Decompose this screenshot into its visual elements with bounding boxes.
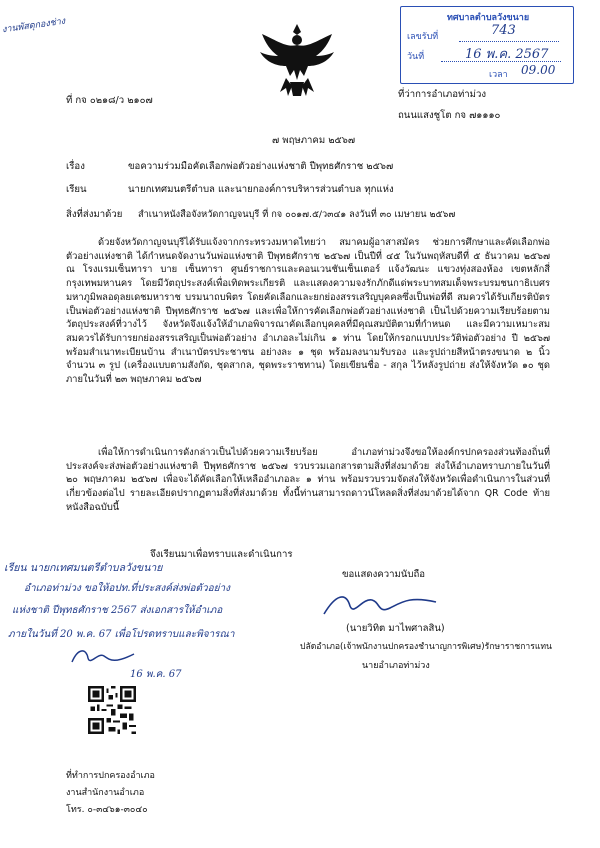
- subject-text: ขอความร่วมมือคัดเลือกพ่อตัวอย่างแห่งชาติ ปีพุทธศักราช ๒๕๖๗: [128, 161, 394, 172]
- body-paragraph-2: เพื่อให้การดำเนินการดังกล่าวเป็นไปด้วยความเรียบร้อย อำเภอท่าม่วงจึงขอให้องค์กรปกครองส่วนท้องถิ่นที่ประสงค์จะส่งพ่อตัวอย่างแห่งชาติ ปีพุทธศักราช ๒๕๖๗ รวบรวมเอกสารตามสิ่งที่ส่งมาด้วย ส่งให้อำเภอทราบภายในวันที่ ๒๐ พฤษภาคม ๒๕๖๗ เพื่อจะได้คัดเลือกให้เหลืออำเภอละ ๑ ท่าน พร้อมรวบรวมจัดส่งให้จังหวัดเพื่อดำเนินการในส่วนที่เกี่ยวข้องต่อไป รายละเอียดปรากฏตามสิ่งที่ส่งมาด้วย ทั้งนี้ท่านสามารถดาวน์โหลดสิ่งที่ส่งมาด้วยได้จาก QR Code ท้ายหนังสือฉบับนี้: [66, 447, 550, 513]
- stamp-recv-label: เลขรับที่: [407, 32, 439, 42]
- signer-signature-icon: [320, 588, 440, 622]
- receiving-stamp: [400, 6, 574, 84]
- to-text: นายกเทศมนตรีตำบล และนายกองค์การบริหารส่วนตำบล ทุกแห่ง: [128, 184, 394, 195]
- signer-name: (นายวิทิต มาไพศาลสิน): [346, 623, 445, 634]
- handwritten-signature-icon: [68, 644, 138, 670]
- issuer-line-2: ถนนแสงชูโต กจ ๗๑๑๑๐: [398, 110, 501, 121]
- document-date: ๗ พฤษภาคม ๒๕๖๗: [272, 135, 356, 146]
- enclosure-text: สำเนาหนังสือจังหวัดกาญจนบุรี ที่ กจ ๐๐๑๗.๕/ว๓๔๑ ลงวันที่ ๓๐ เมษายน ๒๕๖๗: [138, 209, 456, 220]
- to-label: เรียน: [66, 184, 87, 195]
- handwritten-line-2: อำเภอท่าม่วง ขอให้อปท.ที่ประสงค์ส่งพ่อตัวอย่าง: [24, 583, 230, 594]
- stamp-date-label: วันที่: [407, 52, 425, 62]
- body-paragraph-1: ด้วยจังหวัดกาญจนบุรีได้รับแจ้งจากกระทรวงมหาดไทยว่า สมาคมผู้อาสาสมัคร ช่วยการศึกษาและคัดเลือกพ่อตัวอย่างแห่งชาติ ได้กำหนดจัดงานวันพ่อแห่งชาติ ปีพุทธศักราช ๒๕๖๗ เป็นปีที่ ๔๕ ในวันพฤหัสบดีที่ ๕ ธันวาคม ๒๕๖๗ ณ โรงแรมเซ็นทารา บาย เซ็นทารา ศูนย์ราชการและคอนเวนชันเซ็นเตอร์ แจ้งวัฒนะ แขวงทุ่งสองห้อง เขตหลักสี่ กรุงเทพมหานคร โดยมีวัตถุประสงค์เพื่อเทิดพระเกียรติ และแสดงความจงรักภักดีแด่พระบาทสมเด็จพระบรมชนกาธิเบศร มหาภูมิพลอดุลยเดชมหาราช บรมนาถบพิตร โดยคัดเลือกและยกย่องสรรเสริญบุคคลซึ่งเป็นพ่อที่ดี สมควรได้รับเกียรติบัตรเป็นพ่อตัวอย่างแห่งชาติ ปีพุทธศักราช ๒๕๖๗ และเพื่อให้การคัดเลือกพ่อตัวอย่างแห่งชาติ เป็นไปด้วยความเรียบร้อยตามวัตถุประสงค์ที่วางไว้ จังหวัดจึงแจ้งให้อำเภอพิจารณาคัดเลือกบุคคลที่มีคุณสมบัติตามที่กำหนด และมีความเหมาะสม สมควรได้รับการยกย่องสรรเสริญเป็นพ่อตัวอย่าง อำเภอละไม่เกิน ๑ ท่าน โดยให้กรอกแบบประวัติพ่อตัวอย่าง ปี ๒๕๖๗ พร้อมสำเนาทะเบียนบ้าน สำเนาบัตรประชาชน อย่างละ ๑ ชุด พร้อมลงนามรับรอง และรูปถ่ายสีหน้าตรงขนาด ๒ นิ้ว จำนวน ๓ รูป (เครื่องแบบตามสังกัด, ชุดสากล, ชุดพระราชทาน) โดยเขียนชื่อ - สกุล ไว้หลังรูปถ่าย ส่งให้จังหวัด ๑๐ ชุด ภายในวันที่ ๒๓ พฤษภาคม ๒๕๖๗: [66, 237, 550, 386]
- stamp-recv-no: 743: [491, 23, 516, 38]
- footer-line-2: งานสำนักงานอำเภอ: [66, 788, 145, 798]
- issuer-line-1: ที่ว่าการอำเภอท่าม่วง: [398, 89, 487, 100]
- signer-position-1: ปลัดอำเภอ(เจ้าพนักงานปกครองชำนาญการพิเศษ)รักษาราชการแทน: [300, 642, 552, 652]
- regards-line: ขอแสดงความนับถือ: [342, 569, 426, 580]
- handwritten-signature-date: 16 พ.ค. 67: [130, 669, 182, 680]
- enclosure-label: สิ่งที่ส่งมาด้วย: [66, 209, 123, 220]
- subject-label: เรื่อง: [66, 161, 85, 172]
- garuda-emblem-icon: [256, 20, 338, 102]
- stamp-date-value: 16 พ.ค. 2567: [465, 47, 549, 62]
- stamp-time-value: 09.00: [521, 63, 556, 77]
- stamp-time-label: เวลา: [489, 70, 508, 80]
- qr-code-icon: [88, 686, 136, 734]
- closing-line: จึงเรียนมาเพื่อทราบและดำเนินการ: [150, 549, 293, 560]
- margin-note: งานพัสดุกองช่าง: [1, 16, 66, 36]
- signer-position-2: นายอำเภอท่าม่วง: [362, 661, 430, 671]
- footer-line-3: โทร. ๐-๓๔๖๑-๓๐๔๐: [66, 805, 148, 815]
- stamp-office: ทศบาลตำบลวังขนาย: [447, 13, 530, 23]
- document-number: ที่ กจ ๐๒๑๘/ว ๒๑๐๗: [66, 95, 153, 106]
- handwritten-line-1: เรียน นายกเทศมนตรีตำบลวังขนาย: [4, 562, 163, 574]
- footer-line-1: ที่ทำการปกครองอำเภอ: [66, 771, 155, 781]
- handwritten-line-3: แห่งชาติ ปีพุทธศักราช 2567 ส่งเอกสารให้อำเภอ: [12, 605, 223, 616]
- handwritten-line-4: ภายในวันที่ 20 พ.ค. 67 เพื่อโปรดทราบและพิจารณา: [8, 629, 235, 640]
